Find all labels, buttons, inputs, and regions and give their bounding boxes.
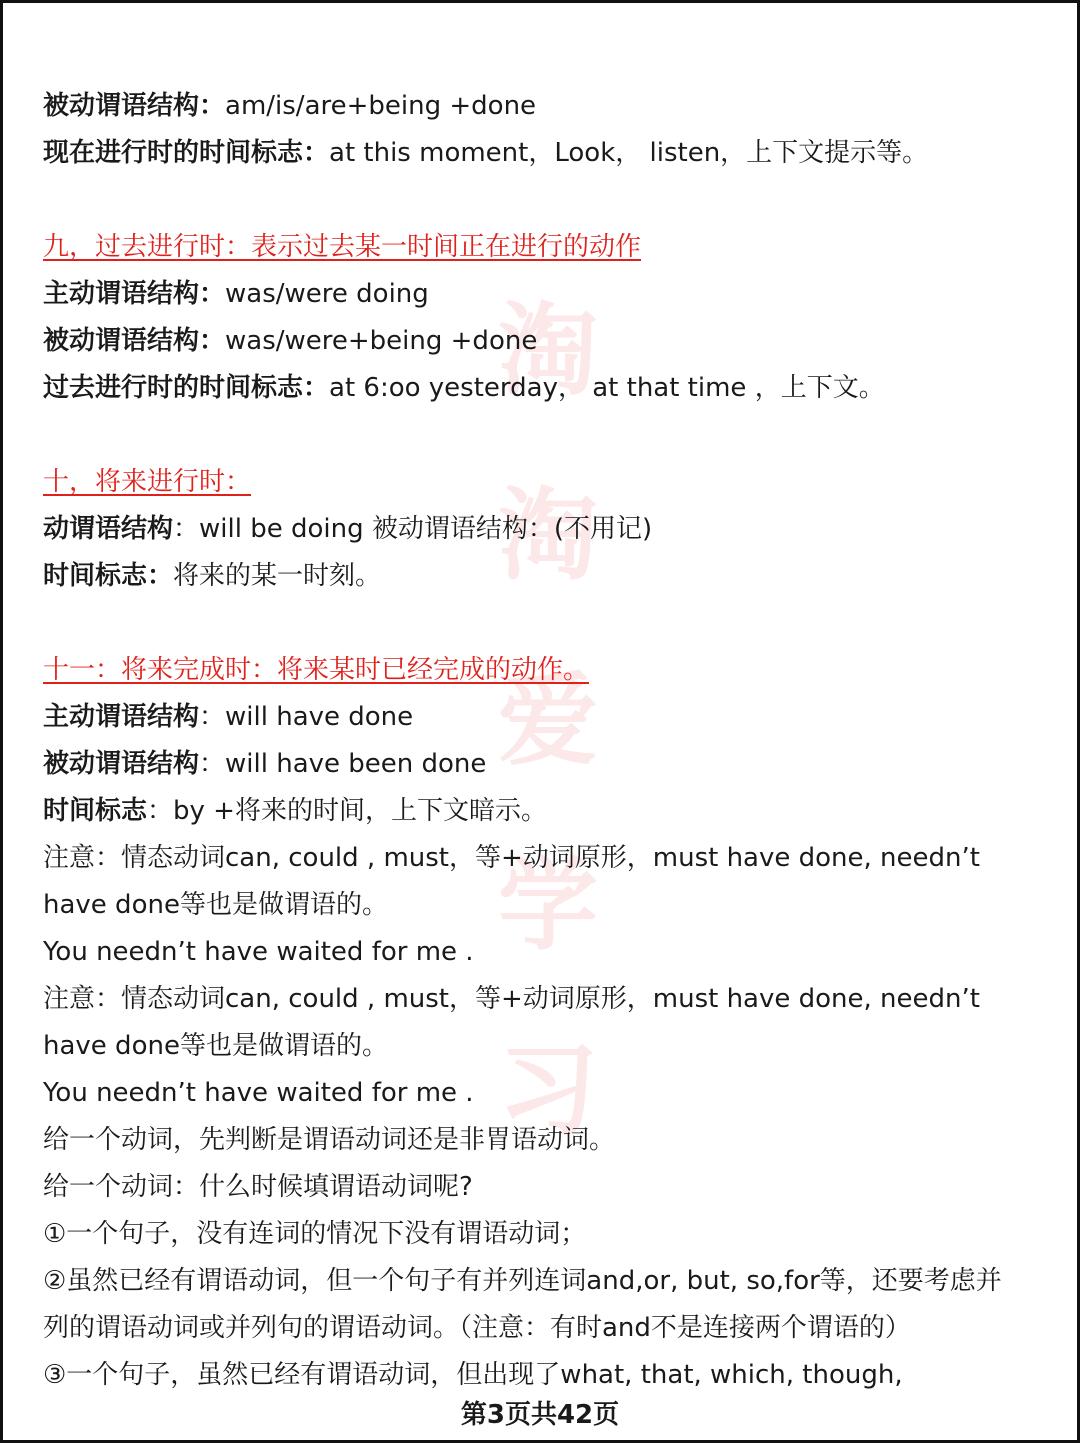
section-heading-10 — [43, 459, 1047, 506]
line-text: 将来的某一时刻。 — [173, 561, 382, 591]
line-label: 主动谓语结构 — [43, 702, 200, 732]
text-line — [43, 365, 1047, 412]
watermark-char: 习 — [498, 1031, 598, 1149]
text-line — [43, 788, 1047, 835]
document-body — [43, 83, 1047, 1399]
text-line: have done等也是做谓语的。 — [43, 1031, 388, 1061]
text-line: 给一个动词：什么时候填谓语动词呢? — [43, 1172, 473, 1202]
watermark-char: 学 — [498, 846, 598, 964]
line-label: 被动谓语结构： — [43, 91, 226, 121]
line-label: 被动谓语结构 — [43, 749, 200, 779]
watermark-char: 淘 — [498, 291, 598, 409]
text-line — [43, 741, 1047, 788]
line-label: 时间标志 — [43, 796, 148, 826]
text-line — [43, 83, 1047, 130]
line-label: 被动谓语结构： — [43, 326, 226, 356]
text-line: ③一个句子，虽然已经有谓语动词，但出现了what, that, which, though, — [43, 1360, 903, 1390]
text-line: 注意：情态动词can, could , must，等+动词原形，must have done, needn’t — [43, 843, 980, 873]
line-text: am/is/are+being +done — [225, 91, 537, 121]
text-line — [43, 694, 1047, 741]
text-line — [43, 506, 1047, 553]
line-text: was/were+being +done — [225, 326, 538, 356]
text-line — [43, 318, 1047, 365]
heading-text: 十，将来进行时： — [43, 467, 252, 497]
text-line — [43, 271, 1047, 318]
text-line — [43, 130, 1047, 177]
line-label: 现在进行时的时间标志： — [43, 138, 330, 168]
text-line: You needn’t have waited for me . — [43, 937, 474, 967]
text-line: 给一个动词，先判断是谓语动词还是非胃语动词。 — [43, 1125, 616, 1155]
watermark-char: 淘 — [498, 476, 598, 594]
line-text: at this moment，Look， listen，上下文提示等。 — [329, 138, 929, 168]
line-text: was/were doing — [225, 279, 429, 309]
line-label: 主动谓语结构： — [43, 279, 226, 309]
text-line — [43, 553, 1047, 600]
section-heading-9 — [43, 224, 1047, 271]
text-line: ②虽然已经有谓语动词，但一个句子有并列连词and,or, but, so,for等，还要考虑并 — [43, 1266, 1002, 1296]
heading-text: 十一：将来完成时：将来某时已经完成的动作。 — [43, 655, 590, 685]
text-line: You needn’t have waited for me . — [43, 1078, 474, 1108]
text-line: 注意：情态动词can, could , must，等+动词原形，must have done, needn’t — [43, 984, 980, 1014]
text-line: 列的谓语动词或并列句的谓语动词。（注意：有时and不是连接两个谓语的） — [43, 1313, 911, 1343]
page-number: 第3页共42页 — [460, 1400, 620, 1430]
line-label: 动谓语结构 — [43, 514, 174, 544]
watermark-char: 爱 — [498, 661, 598, 779]
line-text: ：will have been done — [199, 749, 487, 779]
line-text: ：will have done — [199, 702, 414, 732]
spacer — [43, 177, 1047, 224]
line-text: ：by +将来的时间，上下文暗示。 — [147, 796, 547, 826]
line-label: 时间标志： — [43, 561, 174, 591]
heading-text: 九，过去进行时：表示过去某一时间正在进行的动作 — [43, 232, 642, 262]
line-text: ：will be doing 被动谓语结构：(不用记) — [173, 514, 653, 544]
text-line: have done等也是做谓语的。 — [43, 890, 388, 920]
line-text: at 6:oo yesterday， at that time ，上下文。 — [329, 373, 885, 403]
text-line: ①一个句子，没有连词的情况下没有谓语动词； — [43, 1219, 587, 1249]
section-heading-11 — [43, 647, 1047, 694]
line-label: 过去进行时的时间标志： — [43, 373, 330, 403]
